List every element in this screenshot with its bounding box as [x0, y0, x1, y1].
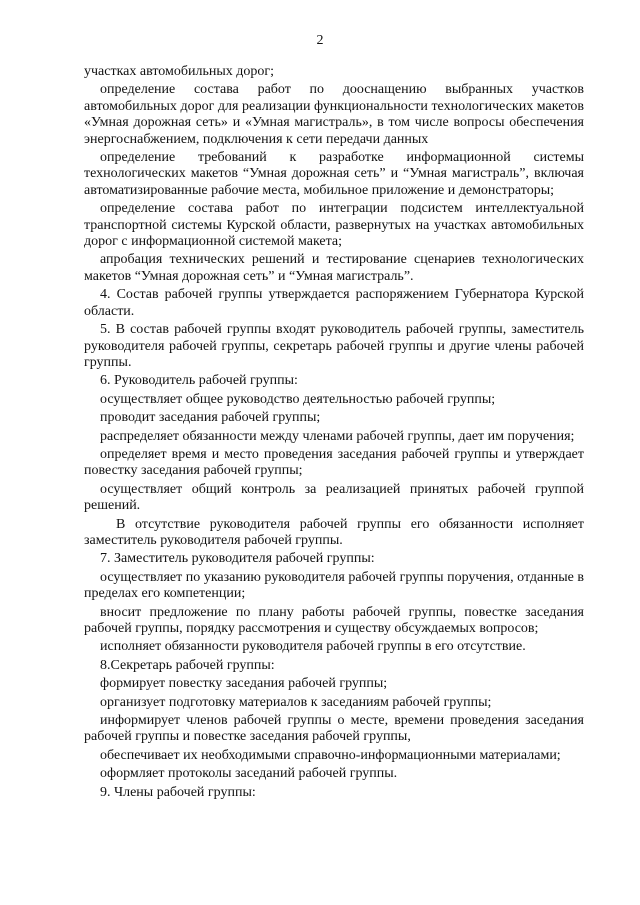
paragraph: апробация технических решений и тестирование сценариев технологических макетов “Умная дорожная сеть” и “Умная магистраль”. [84, 252, 584, 284]
paragraph: осуществляет по указанию руководителя рабочей группы поручения, отданные в пределах его компетенции; [84, 569, 584, 602]
paragraph: обеспечивает их необходимыми справочно-информационными материалами; [100, 747, 561, 763]
paragraph: определение состава работ по дооснащению выбранных участков автомобильных дорог для реализации функциональности технологических макетов «Умная дорожная сеть» и «Умная магистраль», в том числе вопросы обеспечения энергоснабжением, подключения к сети передачи данных [84, 82, 584, 147]
paragraph: организует подготовку материалов к заседаниям рабочей группы; [100, 694, 492, 710]
paragraph: В отсутствие руководителя рабочей группы его обязанности исполняет заместитель руководителя рабочей группы. [84, 516, 584, 548]
paragraph: 5. В состав рабочей группы входят руководитель рабочей группы, заместитель руководителя рабочей группы, секретарь рабочей группы и другие члены рабочей группы. [84, 322, 584, 370]
paragraph: 9. Члены рабочей группы: [100, 784, 256, 800]
paragraph: осуществляет общее руководство деятельностью рабочей группы; [100, 391, 496, 407]
paragraph: определение требований к разработке информационной системы технологических макетов “Умная дорожная сеть” и “Умная магистраль”, включая автоматизированные рабочие места, мобильное приложение и демонстраторы; [84, 150, 584, 198]
page-number: 2 [316, 33, 324, 48]
paragraph: 7. Заместитель руководителя рабочей группы: [100, 551, 375, 567]
paragraph: исполняет обязанности руководителя рабочей группы в его отсутствие. [100, 639, 526, 655]
paragraph: проводит заседания рабочей группы; [100, 410, 321, 426]
paragraph: 4. Состав рабочей группы утверждается распоряжением Губернатора Курской области. [84, 287, 584, 319]
paragraph: оформляет протоколы заседаний рабочей группы. [100, 766, 398, 782]
paragraph: информирует членов рабочей группы о месте, времени проведения заседания рабочей группы и повестке заседания рабочей группы, [84, 713, 584, 745]
paragraph: определяет время и место проведения заседания рабочей группы и утверждает повестку заседания рабочей группы; [84, 446, 584, 479]
paragraph: вносит предложение по плану работы рабочей группы, повестке заседания рабочей группы, порядку рассмотрения и существу обсуждаемых вопросов; [84, 604, 584, 636]
paragraph: участках автомобильных дорог; [84, 64, 275, 79]
paragraph: формирует повестку заседания рабочей группы; [100, 676, 388, 692]
paragraph: 6. Руководитель рабочей группы: [100, 373, 298, 389]
paragraph: 8.Секретарь рабочей группы: [100, 657, 275, 673]
paragraph: осуществляет общий контроль за реализацией принятых рабочей группой решений. [84, 481, 584, 514]
paragraph: определение состава работ по интеграции подсистем интеллектуальной транспортной системы Курской области, развернутых на участках автомобильных дорог с информационной системой макета; [84, 201, 584, 250]
paragraph: распределяет обязанности между членами рабочей группы, дает им поручения; [100, 428, 575, 444]
document-body [84, 64, 584, 801]
